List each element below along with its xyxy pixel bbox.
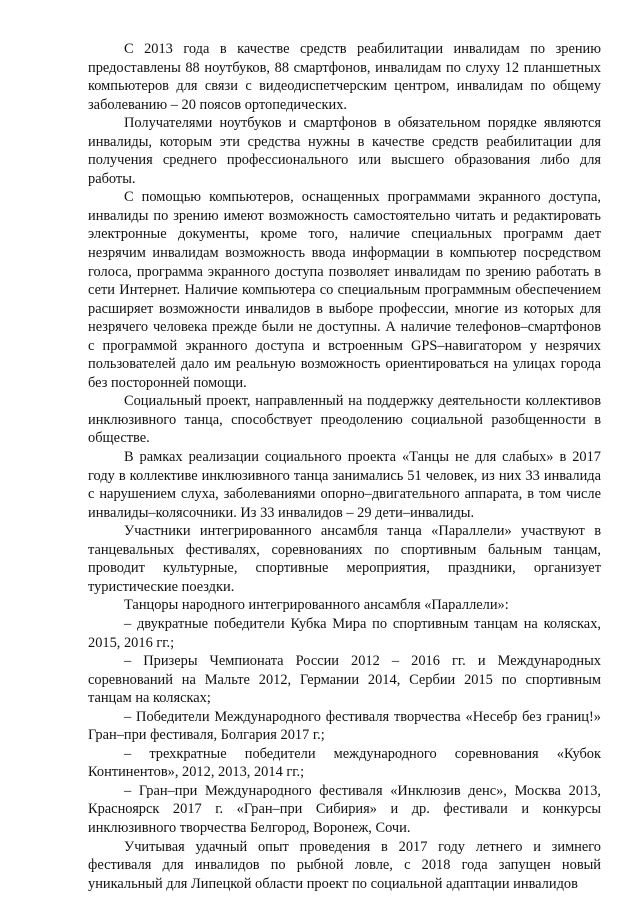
list-item-continents-cup: – трехкратные победители международного соревнования «Кубок Континентов», 2012, 2013, 2014 гг.; (88, 745, 601, 781)
paragraph-fishing-festival: Учитывая удачный опыт проведения в 2017 году летнего и зимнего фестиваля для инвалидов по рыбной ловле, с 2018 года запущен новый уникальный для Липецкой области проект по социальной адаптации инвалидов (88, 838, 601, 892)
list-item-russia-championship: – Призеры Чемпионата России 2012 – 2016 гг. и Международных соревнований на Мальте 2012, Германии 2014, Сербии 2015 по спортивным танцам на колясках; (88, 653, 601, 707)
list-item-world-cup: – двукратные победители Кубка Мира по спортивным танцам на колясках, 2015, 2016 гг.; (88, 615, 601, 651)
list-item-inclusive-dance: – Гран–при Международного фестиваля «Инклюзив денс», Москва 2013, Красноярск 2017 г. «Гран–при Сибирия» и др. фестивали и конкурсы инклюзивного творчества Белгород, Воронеж, Сочи. (88, 782, 601, 836)
paragraph-screen-access: С помощью компьютеров, оснащенных программами экранного доступа, инвалиды по зрению имеют возможность самостоятельно читать и редактировать электронные документы, кроме того, наличие специальных программ дает незрячим инвалидам возможность ввода информации в компьютер посредством голоса, программа экранного доступа позволяет инвалидам по зрению работать в сети Интернет. Наличие компьютера со специальным программным обеспечением расширяет возможности инвалидов в выборе профессии, многие из которых для незрячего человека прежде были не доступны. А наличие телефонов–смартфонов с программой экранного доступа и встроенным GPS–навигатором у незрячих пользователей дало им реальную возможность ориентироваться на улицах города без посторонней помощи. (88, 189, 601, 391)
paragraph-social-project: Социальный проект, направленный на поддержку деятельности коллективов инклюзивного танца, способствует преодолению социальной разобщенности в обществе. (88, 393, 601, 447)
paragraph-device-recipients: Получателями ноутбуков и смартфонов в обязательном порядке являются инвалиды, которым эти средства нужны в качестве средств реабилитации для получения среднего профессионального или высшего образования либо для работы. (88, 115, 601, 187)
paragraph-rehab-devices: С 2013 года в качестве средств реабилитации инвалидам по зрению предоставлены 88 ноутбуков, 88 смартфонов, инвалидам по слуху 12 планшетных компьютеров для связи с видеодиспетчерским центром, инвалидам по общему заболеванию – 20 поясов ортопедических. (88, 41, 601, 113)
paragraph-ensemble-heading: Танцоры народного интегрированного ансамбля «Параллели»: (124, 597, 509, 614)
list-item-nesebar-festival: – Победители Международного фестиваля творчества «Несебр без границ!» Гран–при фестиваля, Болгария 2017 г.; (88, 708, 601, 744)
paragraph-dance-project: В рамках реализации социального проекта «Танцы не для слабых» в 2017 году в коллективе инклюзивного танца занимались 51 человек, из них 33 инвалида с нарушением слуха, заболеваниями опорно–двигательного аппарата, в том числе инвалиды–колясочники. Из 33 инвалидов – 29 дети–инвалиды. (88, 449, 601, 521)
document-body (88, 40, 601, 893)
paragraph-ensemble-activities: Участники интегрированного ансамбля танца «Параллели» участвуют в танцевальных фестивалях, соревнованиях по спортивным бальным танцам, проводит культурные, спортивные мероприятия, праздники, организует туристические поездки. (88, 523, 601, 595)
